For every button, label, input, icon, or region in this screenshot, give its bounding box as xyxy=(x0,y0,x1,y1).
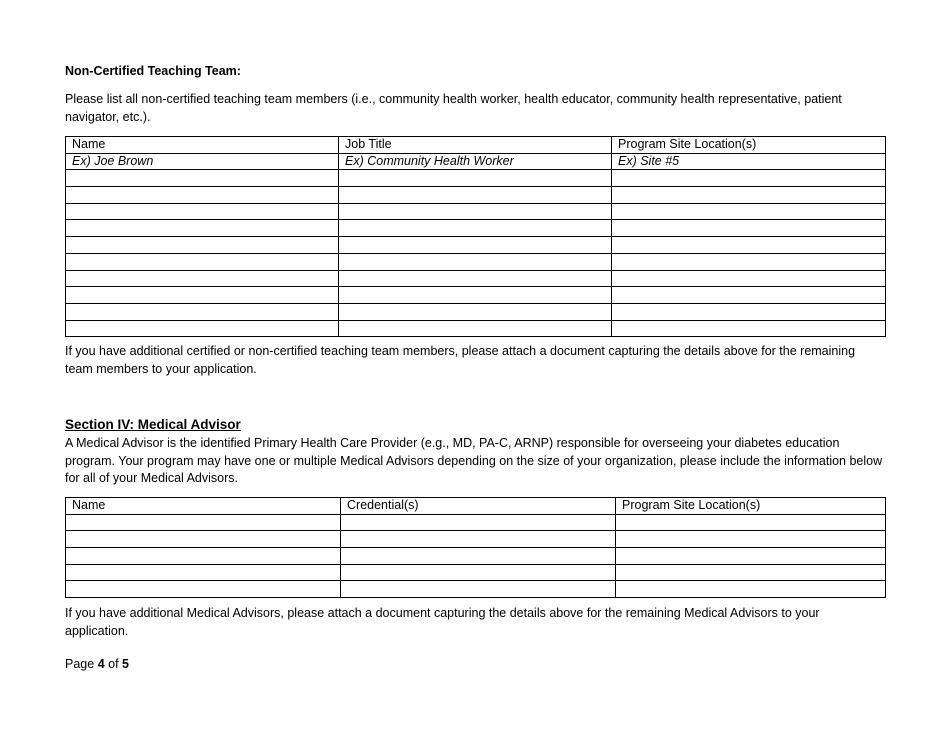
table-row xyxy=(66,548,886,565)
table-row xyxy=(66,220,886,237)
name-cell[interactable] xyxy=(66,220,339,237)
table-row xyxy=(66,253,886,270)
table-header-row xyxy=(66,498,886,515)
credentials-cell[interactable] xyxy=(341,564,616,581)
non-certified-note: If you have additional certified or non-certified teaching team members, please attach a document capturing the details above for the remaining team members to your application. xyxy=(65,344,856,376)
column-header-site-location: Program Site Location(s) xyxy=(616,498,886,515)
job-title-cell[interactable] xyxy=(339,187,612,204)
table-row xyxy=(66,531,886,548)
medical-advisor-table xyxy=(65,497,886,598)
name-cell[interactable] xyxy=(66,187,339,204)
job-title-cell[interactable] xyxy=(339,303,612,320)
site-location-cell[interactable] xyxy=(612,253,886,270)
credentials-cell[interactable] xyxy=(341,581,616,598)
site-location-cell[interactable] xyxy=(616,531,886,548)
site-location-cell[interactable] xyxy=(612,220,886,237)
name-cell[interactable] xyxy=(66,514,341,531)
table-row xyxy=(66,237,886,254)
name-cell[interactable] xyxy=(66,581,341,598)
example-site-cell: Ex) Site #5 xyxy=(612,153,886,170)
non-certified-instructions: Please list all non-certified teaching team members (i.e., community health worker, health educator, community health representative, patient navigator, etc.). xyxy=(65,92,842,124)
example-row xyxy=(66,153,886,170)
job-title-cell[interactable] xyxy=(339,253,612,270)
table-row xyxy=(66,287,886,304)
site-location-cell[interactable] xyxy=(612,170,886,187)
table-row xyxy=(66,187,886,204)
job-title-cell[interactable] xyxy=(339,220,612,237)
page-number xyxy=(65,657,129,671)
table-row xyxy=(66,303,886,320)
site-location-cell[interactable] xyxy=(612,287,886,304)
site-location-cell[interactable] xyxy=(616,581,886,598)
column-header-job-title: Job Title xyxy=(339,137,612,154)
job-title-cell[interactable] xyxy=(339,270,612,287)
site-location-cell[interactable] xyxy=(612,187,886,204)
job-title-cell[interactable] xyxy=(339,237,612,254)
column-header-site-location: Program Site Location(s) xyxy=(612,137,886,154)
column-header-name: Name xyxy=(66,498,341,515)
job-title-cell[interactable] xyxy=(339,203,612,220)
table-row xyxy=(66,564,886,581)
total-pages: 5 xyxy=(122,657,129,671)
section-title-medical-advisor: Section IV: Medical Advisor xyxy=(65,417,241,432)
name-cell[interactable] xyxy=(66,170,339,187)
page-word: Page xyxy=(65,657,95,671)
job-title-cell[interactable] xyxy=(339,287,612,304)
credentials-cell[interactable] xyxy=(341,514,616,531)
name-cell[interactable] xyxy=(66,320,339,337)
name-cell[interactable] xyxy=(66,253,339,270)
name-cell[interactable] xyxy=(66,287,339,304)
table-row xyxy=(66,170,886,187)
job-title-cell[interactable] xyxy=(339,170,612,187)
name-cell[interactable] xyxy=(66,531,341,548)
credentials-cell[interactable] xyxy=(341,548,616,565)
name-cell[interactable] xyxy=(66,203,339,220)
column-header-name: Name xyxy=(66,137,339,154)
table-row xyxy=(66,203,886,220)
non-certified-heading: Non-Certified Teaching Team: xyxy=(65,64,241,78)
table-row xyxy=(66,581,886,598)
site-location-cell[interactable] xyxy=(612,237,886,254)
name-cell[interactable] xyxy=(66,237,339,254)
table-row xyxy=(66,270,886,287)
site-location-cell[interactable] xyxy=(612,270,886,287)
table-row xyxy=(66,320,886,337)
site-location-cell[interactable] xyxy=(616,514,886,531)
table-row xyxy=(66,514,886,531)
column-header-credentials: Credential(s) xyxy=(341,498,616,515)
medical-advisor-note: If you have additional Medical Advisors, please attach a document capturing the details above for the remaining Medical Advisors to your application. xyxy=(65,606,820,638)
name-cell[interactable] xyxy=(66,548,341,565)
name-cell[interactable] xyxy=(66,564,341,581)
non-certified-team-table xyxy=(65,136,886,337)
site-location-cell[interactable] xyxy=(612,303,886,320)
site-location-cell[interactable] xyxy=(616,548,886,565)
site-location-cell[interactable] xyxy=(616,564,886,581)
site-location-cell[interactable] xyxy=(612,203,886,220)
name-cell[interactable] xyxy=(66,303,339,320)
of-word: of xyxy=(108,657,119,671)
credentials-cell[interactable] xyxy=(341,531,616,548)
example-job-title-cell: Ex) Community Health Worker xyxy=(339,153,612,170)
current-page: 4 xyxy=(97,657,105,671)
name-cell[interactable] xyxy=(66,270,339,287)
table-header-row xyxy=(66,137,886,154)
job-title-cell[interactable] xyxy=(339,320,612,337)
example-name-cell: Ex) Joe Brown xyxy=(66,153,339,170)
site-location-cell[interactable] xyxy=(612,320,886,337)
medical-advisor-description: A Medical Advisor is the identified Primary Health Care Provider (e.g., MD, PA-C, ARNP) responsible for overseeing your diabetes education program. Your program may have one or multiple Medical Advisors depending on the size of your organization, please include the information below for all of your Medical Advisors. xyxy=(65,436,883,485)
